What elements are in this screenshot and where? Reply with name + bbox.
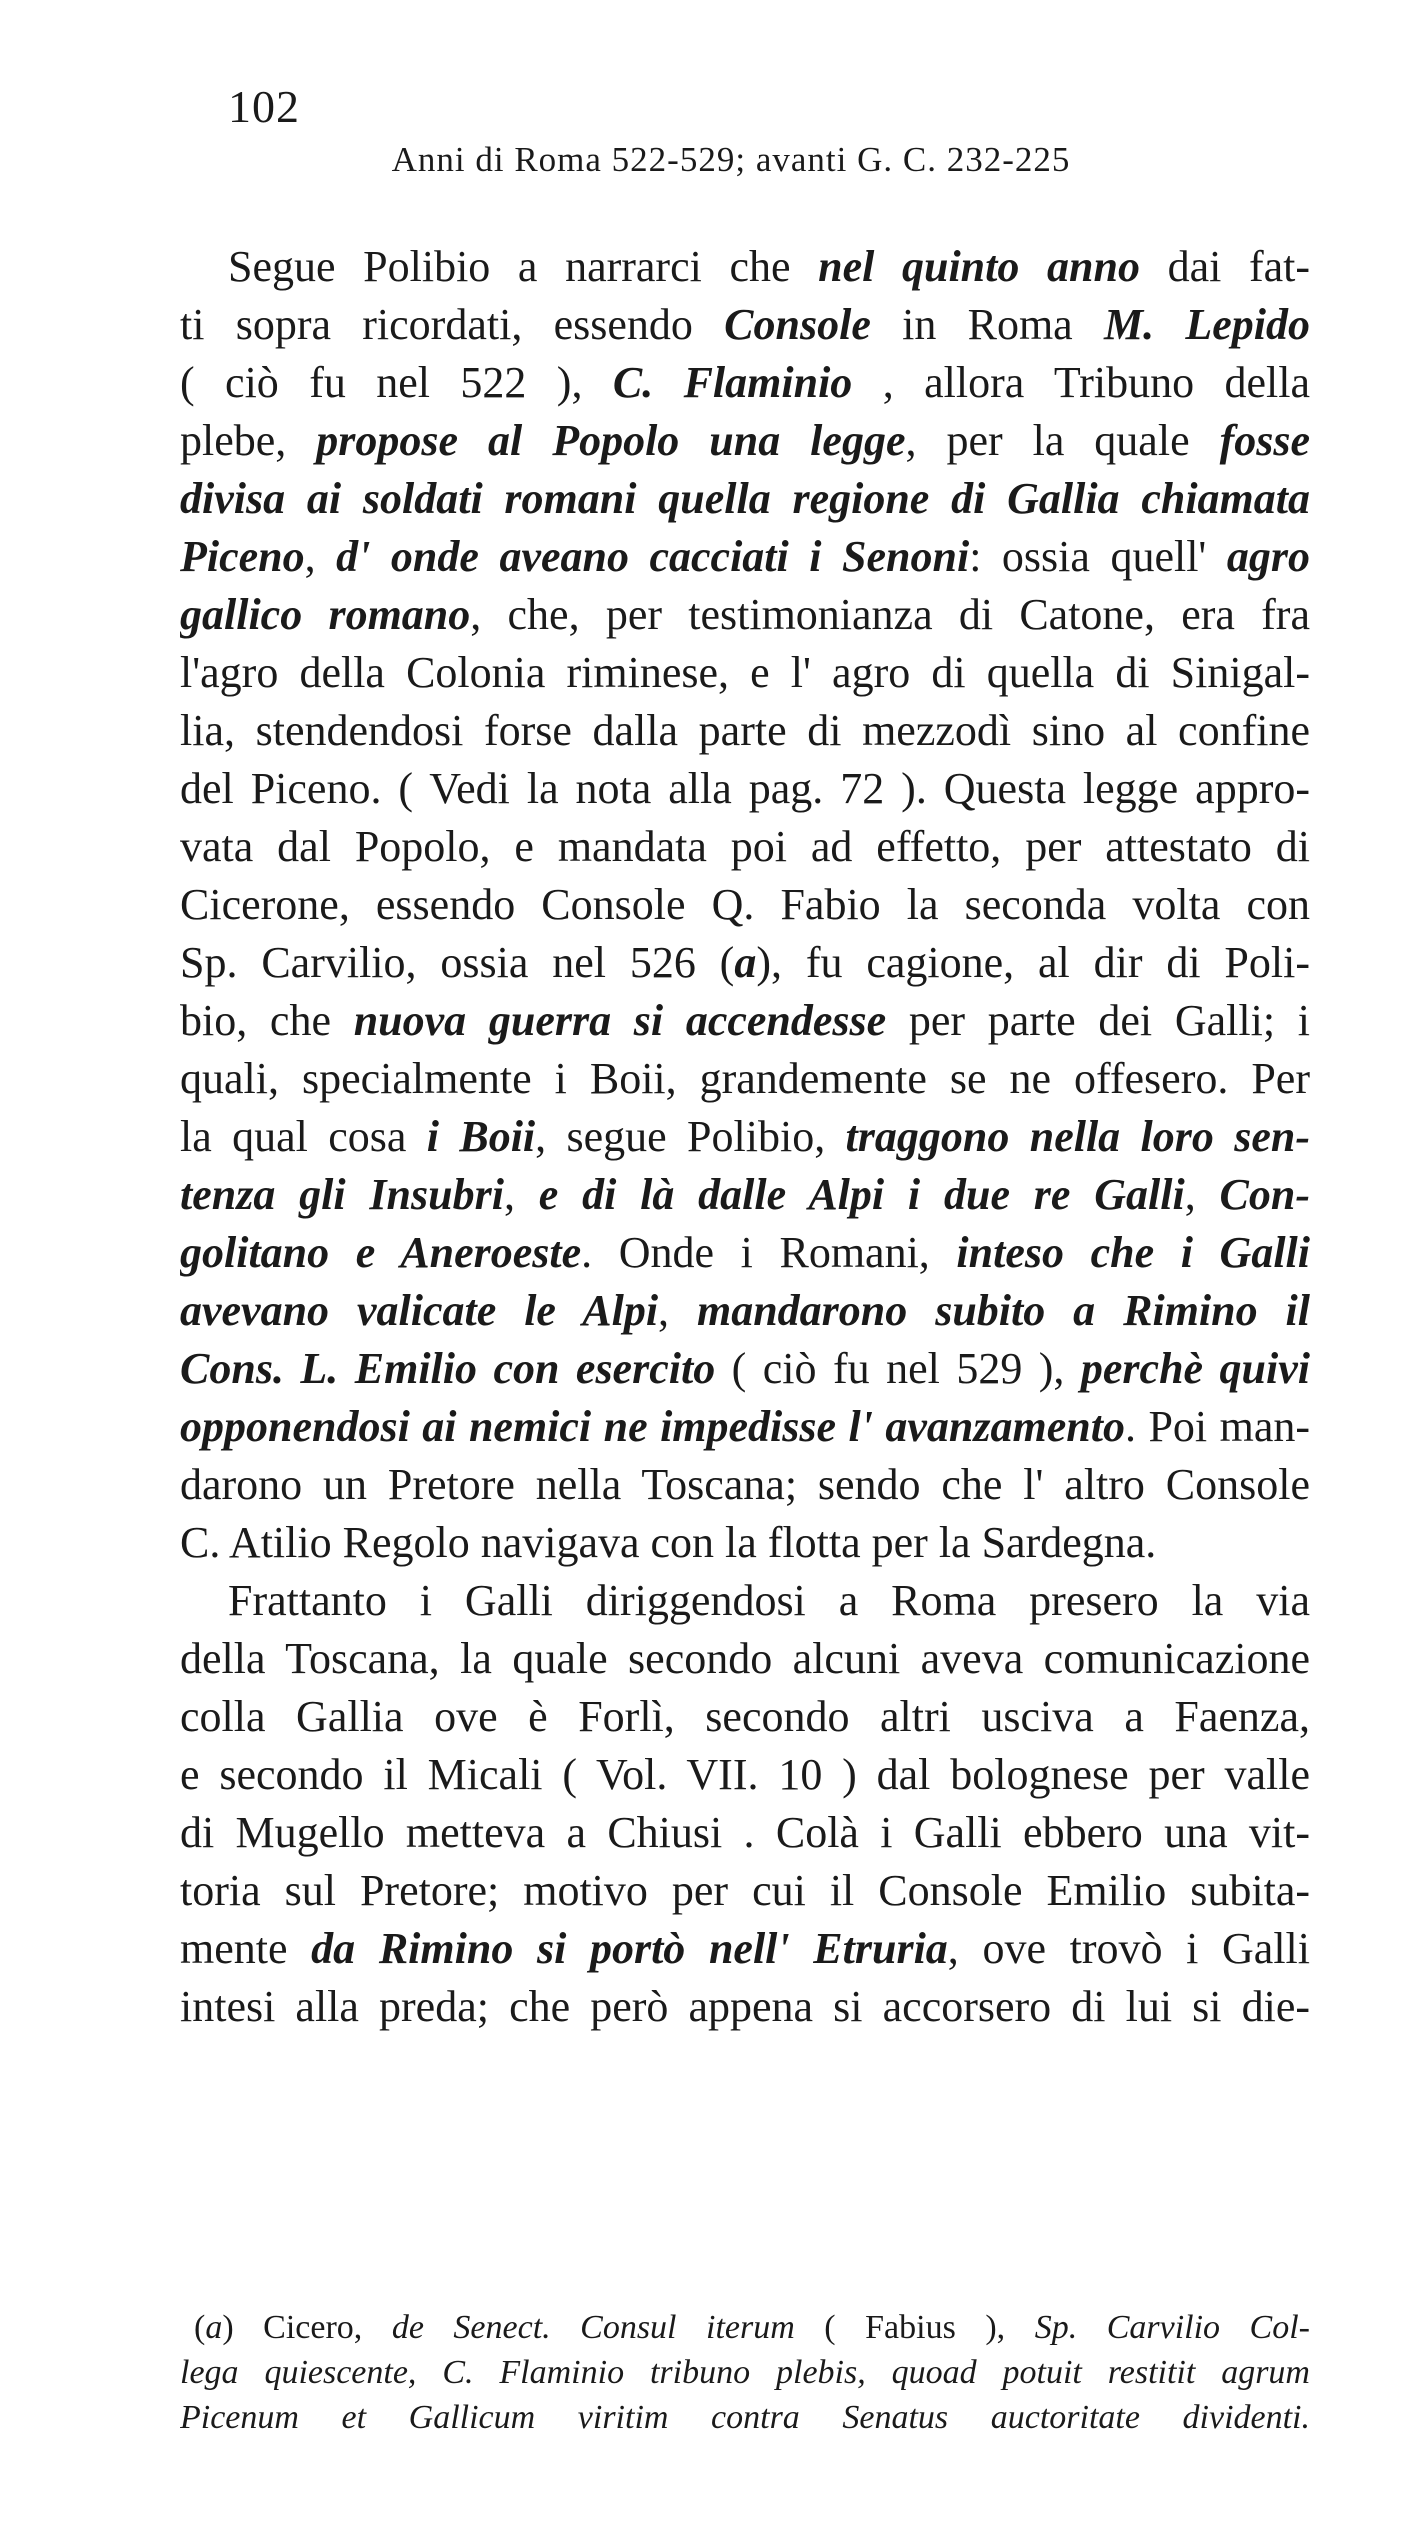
text-line [180,934,1310,992]
italic-text: Con- [1219,1170,1310,1219]
text-segment: . Poi man- [1124,1402,1310,1451]
italic-text: da Rimino si portò nell' Etruria [311,1924,948,1973]
text-segment: e secondo il Micali ( Vol. VII. 10 ) dal bolognese per valle [180,1750,1310,1799]
text-line [180,2350,1310,2395]
italic-text: divisa ai soldati romani quella regione di Gallia chiamata [180,474,1310,523]
italic-text: Console [724,300,871,349]
text-segment: l'agro della Colonia riminese, e l' agro di quella di Sinigal- [180,648,1310,697]
text-segment: Sp. Carvilio, ossia nel 526 ( [180,938,735,987]
text-segment: Frattanto i Galli diriggendosi a Roma presero la via [228,1576,1310,1625]
text-segment: plebe, [180,416,317,465]
text-segment: , per la quale [905,416,1220,465]
text-line [180,1282,1310,1340]
text-line [180,354,1310,412]
text-line [180,528,1310,586]
text-line [180,1514,1310,1572]
text-segment: C. Atilio Regolo navigava con la flotta per la Sardegna. [180,1518,1157,1567]
text-segment: : ossia quell' [969,532,1227,581]
italic-text: de Senect. Consul iterum [391,2309,795,2346]
text-line [180,992,1310,1050]
text-segment: in Roma [870,300,1104,349]
paragraph [180,1572,1310,2036]
italic-text: inteso che i Galli [956,1228,1310,1277]
text-line [180,644,1310,702]
text-segment: ( ciò fu nel 522 ), [180,358,613,407]
text-segment: , [503,1170,539,1219]
italic-text: Picenum et Gallicum viritim contra Senatus auctoritate dividenti. [180,2399,1310,2436]
text-line [180,1108,1310,1166]
text-segment: ), fu cagione, al dir di Poli- [756,938,1310,987]
text-line [180,1050,1310,1108]
text-segment: , [1184,1170,1220,1219]
italic-text: Piceno [180,532,305,581]
text-line [180,1340,1310,1398]
text-segment: ) Cicero, [222,2309,392,2346]
italic-text: mandarono subito a Rimino il [696,1286,1310,1335]
text-segment: . Onde i Romani, [581,1228,957,1277]
italic-text: C. Flaminio [612,358,853,407]
italic-text: golitano e Aneroeste [180,1228,582,1277]
text-line [180,818,1310,876]
italic-text: a [205,2309,223,2346]
text-segment: ( [194,2309,206,2346]
text-segment: , [658,1286,697,1335]
italic-text: gallico romano [180,590,471,639]
text-line [180,586,1310,644]
text-segment: , ove trovò i Galli [947,1924,1310,1973]
text-segment: bio, che [180,996,354,1045]
text-line [180,1456,1310,1514]
text-line [180,238,1310,296]
text-line [180,1804,1310,1862]
text-segment: Segue Polibio a narrarci che [228,242,819,291]
paragraph [180,238,1310,1572]
running-head [0,140,1422,180]
text-segment: intesi alla preda; che però appena si accorsero di lui si die- [180,1982,1310,2031]
running-head-text: Anni di Roma 522-529; avanti G. C. 232-225 [391,140,1071,179]
italic-text: lega quiescente, C. Flaminio tribuno plebis, quoad potuit restitit agrum [180,2354,1310,2391]
text-line [180,1166,1310,1224]
text-line [180,1978,1310,2036]
italic-text: d' onde aveano cacciati i Senoni [336,532,970,581]
italic-text: M. Lepido [1103,300,1310,349]
text-segment: della Toscana, la quale secondo alcuni aveva comunicazione [180,1634,1310,1683]
text-line [180,1688,1310,1746]
italic-text: nuova guerra si accendesse [353,996,887,1045]
text-line [180,1224,1310,1282]
italic-text: Cons. L. Emilio con esercito [180,1344,716,1393]
text-segment: darono un Pretore nella Toscana; sendo che l' altro Console [180,1460,1310,1509]
text-segment: , allora Tribuno della [852,358,1310,407]
text-line [180,1398,1310,1456]
italic-text: perchè quivi [1080,1344,1310,1393]
text-line [180,1920,1310,1978]
italic-text: opponendosi ai nemici ne impedisse l' avanzamento [180,1402,1125,1451]
text-segment: la qual cosa [180,1112,427,1161]
text-line [180,760,1310,818]
text-segment: toria sul Pretore; motivo per cui il Console Emilio subita- [180,1866,1310,1915]
main-text [180,238,1310,2036]
italic-text: agro [1226,532,1310,581]
text-line [180,2395,1310,2440]
footnote [180,2305,1310,2440]
text-segment: per parte dei Galli; i [886,996,1310,1045]
text-line [180,1746,1310,1804]
text-segment: vata dal Popolo, e mandata poi ad effetto, per attestato di [180,822,1310,871]
text-line [180,1630,1310,1688]
text-segment: ti sopra ricordati, essendo [180,300,725,349]
text-line [180,1572,1310,1630]
text-line [180,702,1310,760]
text-segment: , [304,532,337,581]
text-segment: di Mugello metteva a Chiusi . Colà i Galli ebbero una vit- [180,1808,1310,1857]
text-segment: colla Gallia ove è Forlì, secondo altri usciva a Faenza, [180,1692,1310,1741]
italic-text: traggono nella loro sen- [845,1112,1310,1161]
italic-text: i Boii [426,1112,536,1161]
italic-text: nel quinto anno [818,242,1140,291]
text-line [180,1862,1310,1920]
text-segment: , segue Polibio, [535,1112,846,1161]
text-segment: dai fat- [1139,242,1310,291]
text-segment: mente [180,1924,312,1973]
italic-text: tenza gli Insubri [180,1170,504,1219]
text-segment: ( ciò fu nel 529 ), [715,1344,1081,1393]
text-segment: del Piceno. ( Vedi la nota alla pag. 72 ). Questa legge appro- [180,764,1310,813]
italic-text: avevano valicate le Alpi [180,1286,659,1335]
text-segment: , che, per testimonianza di Catone, era fra [470,590,1310,639]
text-segment: ( Fabius ), [794,2309,1035,2346]
italic-text: a [734,938,757,987]
text-segment: Cicerone, essendo Console Q. Fabio la seconda volta con [180,880,1310,929]
italic-text: Sp. Carvilio Col- [1034,2309,1310,2346]
italic-text: e di là dalle Alpi i due re Galli [538,1170,1185,1219]
text-line [180,470,1310,528]
italic-text: fosse [1219,416,1310,465]
text-segment: quali, specialmente i Boii, grandemente se ne offesero. Per [180,1054,1310,1103]
italic-text: propose al Popolo una legge [316,416,906,465]
text-line [180,876,1310,934]
text-line [180,412,1310,470]
text-segment: lia, stendendosi forse dalla parte di mezzodì sino al confine [180,706,1310,755]
page-number: 102 [228,81,300,132]
text-line [180,2305,1310,2350]
text-line [180,296,1310,354]
